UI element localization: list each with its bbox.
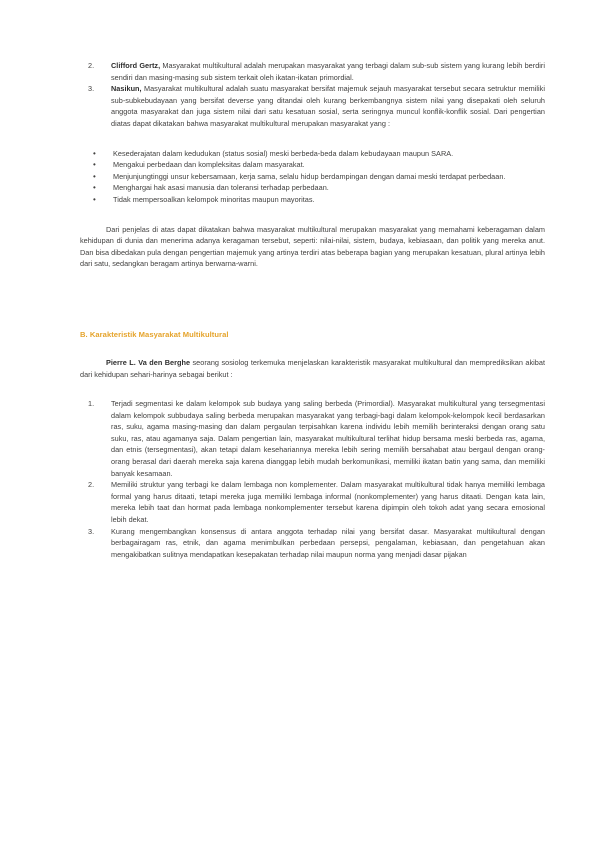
spacer (80, 312, 545, 330)
list-marker: 2. (88, 480, 95, 490)
bullet-text: Menghargai hak asasi manusia dan toleransi terhadap perbedaan. (113, 183, 329, 193)
list-item-text: Terjadi segmentasi ke dalam kelompok sub budaya yang saling berbeda (Primordial). Masyarakat multikultural yang tersegmentasi dalam kelompok subbudaya saling berbeda merupakan masyarakat yang terbagi-bagi dalam kelompok-kelompok kecil berdasarkan ras, suku, agama masing-masing dan dalam pergaulan terpisahkan karena individu lebih memilih berinteraksi dengan orang satu suku, ras, atau agamanya saja. Dalam pengertian lain, masyarakat multikultural terlihat hidup bersama meski berbeda ras, agama, dan etnis (tersegmentasi), akan tetapi dalam kesehariannya mereka lebih sering memilih bersahabat atau bergaul dengan orang-orang berasal dari daerah mereka saja karena dianggap lebih mudah berkomunikasi, memiliki ikatan batin yang sama, dan memiliki banyak kesamaan. (111, 399, 545, 478)
list-marker: 3. (88, 84, 95, 94)
list-item-lead: Clifford Gertz, (111, 61, 161, 70)
list-item (88, 526, 545, 561)
characteristics-bullet-list (80, 148, 545, 206)
bullet-icon: • (93, 183, 96, 193)
list-item (93, 148, 545, 160)
bullet-text: Mengakui perbedaan dan kompleksitas dalam masyarakat. (113, 160, 305, 170)
spacer (80, 270, 545, 312)
bullet-icon: • (93, 148, 96, 158)
definitions-list (80, 60, 545, 130)
list-item-text: Masyarakat multikultural adalah merupakan masyarakat yang terbagi dalam sub-sub sistem yang kurang lebih berdiri sendiri dan masing-masing sub sistem terkait oleh ikatan-ikatan primordial. (111, 61, 545, 82)
list-item (93, 182, 545, 194)
intro-paragraph-lead: Pierre L. Va den Berghe (106, 357, 191, 367)
bullet-icon: • (93, 194, 96, 204)
spacer (80, 339, 545, 357)
list-item (88, 60, 545, 83)
list-item (93, 171, 545, 183)
bullet-icon: • (93, 171, 96, 181)
list-marker: 1. (88, 399, 95, 409)
spacer (80, 380, 545, 398)
bullet-text: Kesederajatan dalam kedudukan (status sosial) meski berbeda-beda dalam kebudayaan maupun SARA. (113, 148, 454, 158)
list-item (88, 83, 545, 129)
list-marker: 2. (88, 61, 95, 70)
section-heading: B. Karakteristik Masyarakat Multikultural (80, 329, 229, 339)
list-item-text: Masyarakat multikultural adalah suatu masyarakat bersifat majemuk sejauh masyarakat tersebut secara setruktur memiliki sub-subkebudayaan yang bersifat deverse yang ditandai oleh kurang berkembangnya sistem nilai yang disepakati oleh seluruh anggota masyarakat dan juga sistem nilai dari satu kesatuan sosial, serta seringnya muncul konflik-konflik sosial. Dari pengertian diatas dapat dikatakan bahwa masyarakat multikultural merupakan masyarakat yang : (111, 84, 545, 128)
list-item-lead: Nasikun, (111, 84, 142, 94)
intro-paragraph-text: seorang sosiolog terkemuka menjelaskan karakteristik masyarakat multikultural dan memprediksikan akibat dari kehidupan sehari-harinya sebagai berikut : (80, 357, 545, 379)
summary-paragraph: Dari penjelas di atas dapat dikatakan bahwa masyarakat multikultural merupakan masyarakat yang memahami keberagaman dalam kehidupan di dunia dan menerima adanya keragaman tersebut, seperti: nilai-nilai, sistem, budaya, kebiasaan, dan politik yang mereka anut. Dan bisa dibedakan pula dengan pengertian majemuk yang artinya terdiri atas beberapa bagian yang merupakan kesatuan, plural artinya lebih dari satu, sedangkan beragam artinya berwarna-warni. (80, 224, 545, 269)
intro-paragraph (80, 357, 545, 380)
bullet-text: Menjunjungtinggi unsur kebersamaan, kerja sama, selalu hidup berdampingan dengan damai meski terdapat perbedaan. (113, 171, 506, 181)
bullet-icon: • (93, 160, 96, 170)
list-item (88, 398, 545, 479)
berghe-characteristics-list (80, 398, 545, 560)
spacer (80, 206, 545, 224)
list-item-text: Kurang mengembangkan konsensus di antara anggota terhadap nilai yang bersifat dasar. Masyarakat multikultural dengan berbagairagam ras, etnik, dan agama menimbulkan perbedaan persepsi, pengalaman, kebiasaan, dan pengetahuan akan mengakibatkan sulitnya mendapatkan kesepakatan terhadap nilai maupun norma yang menjadi dasar pijakan (111, 526, 545, 559)
bullet-text: Tidak mempersoalkan kelompok minoritas maupun mayoritas. (113, 194, 315, 204)
list-item-text: Memiliki struktur yang terbagi ke dalam lembaga non komplementer. Dalam masyarakat multikultural tidak hanya memiliki lembaga formal yang harus ditaati, tetapi mereka juga memiliki lembaga informal (nonkomplementer) yang harus ditaati. Dengan kata lain, mereka lebih taat dan hormat pada lembaga nonkomplementer tersebut karena dipimpin oleh tokoh adat yang secara emosional lebih dekat. (111, 480, 545, 525)
list-item (93, 194, 545, 206)
spacer (80, 130, 545, 148)
list-item (93, 159, 545, 171)
list-item (88, 479, 545, 525)
page-content (80, 60, 545, 560)
list-marker: 3. (88, 526, 95, 536)
